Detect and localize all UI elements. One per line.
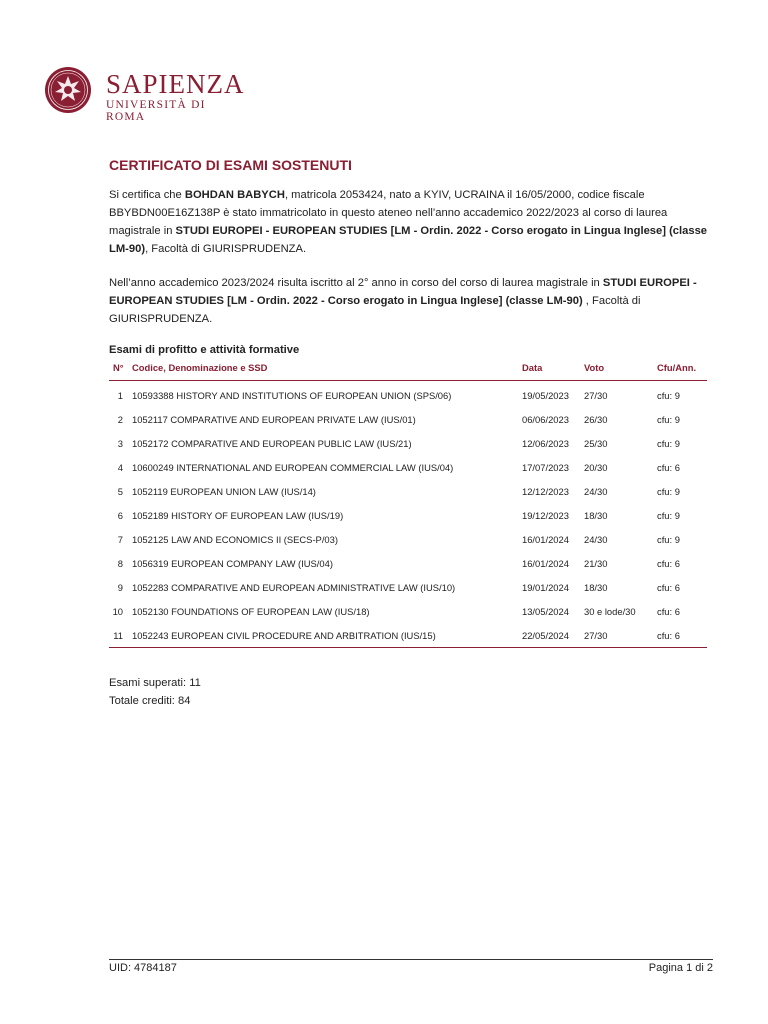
enrollment-paragraph: Nell’anno accademico 2023/2024 risulta iscritto al 2° anno in corso del corso di laurea magistrale in STUDI EUROPEI - EUROPEAN STUDIES [LM - Ordin. 2022 - Corso erogato in Lingua Inglese] (classe LM-90) , Facoltà di GIURISPRUDENZA.	[109, 277, 697, 325]
university-logo	[44, 66, 244, 126]
footer-divider	[109, 959, 713, 960]
table-row: 10 1052130 FOUNDATIONS OF EUROPEAN LAW (IUS/18) 13/05/2024 30 e lode/30 cfu: 6	[112, 606, 680, 617]
table-row: 7 1052125 LAW AND ECONOMICS II (SECS-P/03) 16/01/2024 24/30 cfu: 9	[117, 534, 680, 545]
exams-table-body	[109, 383, 707, 647]
page-number: Pagina 1 di 2	[648, 962, 713, 974]
header-description: Codice, Denominazione e SSD	[132, 362, 268, 373]
table-row: 6 1052189 HISTORY OF EUROPEAN LAW (IUS/19) 19/12/2023 18/30 cfu: 9	[117, 510, 680, 521]
table-row: 1 10593388 HISTORY AND INSTITUTIONS OF EUROPEAN UNION (SPS/06) 19/05/2023 27/30 cfu: 9	[117, 390, 680, 401]
table-row: 4 10600249 INTERNATIONAL AND EUROPEAN COMMERCIAL LAW (IUS/04) 17/07/2023 20/30 cfu: 6	[117, 462, 680, 473]
total-credits: Totale crediti: 84	[109, 695, 191, 707]
brand-name: SAPIENZA	[106, 69, 245, 99]
document-title: CERTIFICATO DI ESAMI SOSTENUTI	[109, 157, 352, 173]
header-grade: Voto	[584, 362, 605, 373]
table-row: 5 1052119 EUROPEAN UNION LAW (IUS/14) 12/12/2023 24/30 cfu: 9	[117, 486, 680, 497]
document-uid: UID: 4784187	[109, 962, 177, 974]
table-row: 11 1052243 EUROPEAN CIVIL PROCEDURE AND ARBITRATION (IUS/15) 22/05/2024 27/30 cfu: 6	[113, 630, 680, 641]
table-row: 8 1056319 EUROPEAN COMPANY LAW (IUS/04) 16/01/2024 21/30 cfu: 6	[117, 558, 680, 569]
exams-passed: Esami superati: 11	[109, 677, 201, 689]
table-bottom-divider	[109, 647, 707, 648]
course-name: STUDI EUROPEI - EUROPEAN STUDIES [LM - Ordin. 2022 - Corso erogato in Lingua Inglese] (classe LM-90)	[109, 277, 697, 307]
table-row: 9 1052283 COMPARATIVE AND EUROPEAN ADMINISTRATIVE LAW (IUS/10) 19/01/2024 18/30 cfu: 6	[117, 582, 680, 593]
header-date: Data	[522, 362, 543, 373]
header-num: N°	[113, 362, 124, 373]
table-row: 2 1052117 COMPARATIVE AND EUROPEAN PRIVATE LAW (IUS/01) 06/06/2023 26/30 cfu: 9	[117, 414, 680, 425]
course-name: STUDI EUROPEI - EUROPEAN STUDIES [LM - Ordin. 2022 - Corso erogato in Lingua Inglese] (classe LM-90)	[109, 225, 708, 255]
student-name: BOHDAN BABYCH	[184, 189, 285, 201]
brand-subtitle: UNIVERSITÀ DI ROMA	[106, 99, 206, 123]
header-cfu: Cfu/Ann.	[657, 362, 697, 373]
summary	[109, 674, 201, 710]
table-header	[109, 360, 707, 381]
certification-paragraph: Si certifica che BOHDAN BABYCH, matricola 2053424, nato a KYIV, UCRAINA il 16/05/2000, codice fiscale BBYBDN00E16Z138P è stato immatricolato in questo ateneo nell’anno accademico 2022/2023 al corso di laurea magistrale in STUDI EUROPEI - EUROPEAN STUDIES [LM - Ordin. 2022 - Corso erogato in Lingua Inglese] (classe LM-90), Facoltà di GIURISPRUDENZA.	[109, 189, 708, 255]
table-row: 3 1052172 COMPARATIVE AND EUROPEAN PUBLIC LAW (IUS/21) 12/06/2023 25/30 cfu: 9	[117, 438, 680, 449]
sapienza-seal-icon	[44, 66, 92, 114]
exams-section-title: Esami di profitto e attività formative	[109, 344, 300, 356]
